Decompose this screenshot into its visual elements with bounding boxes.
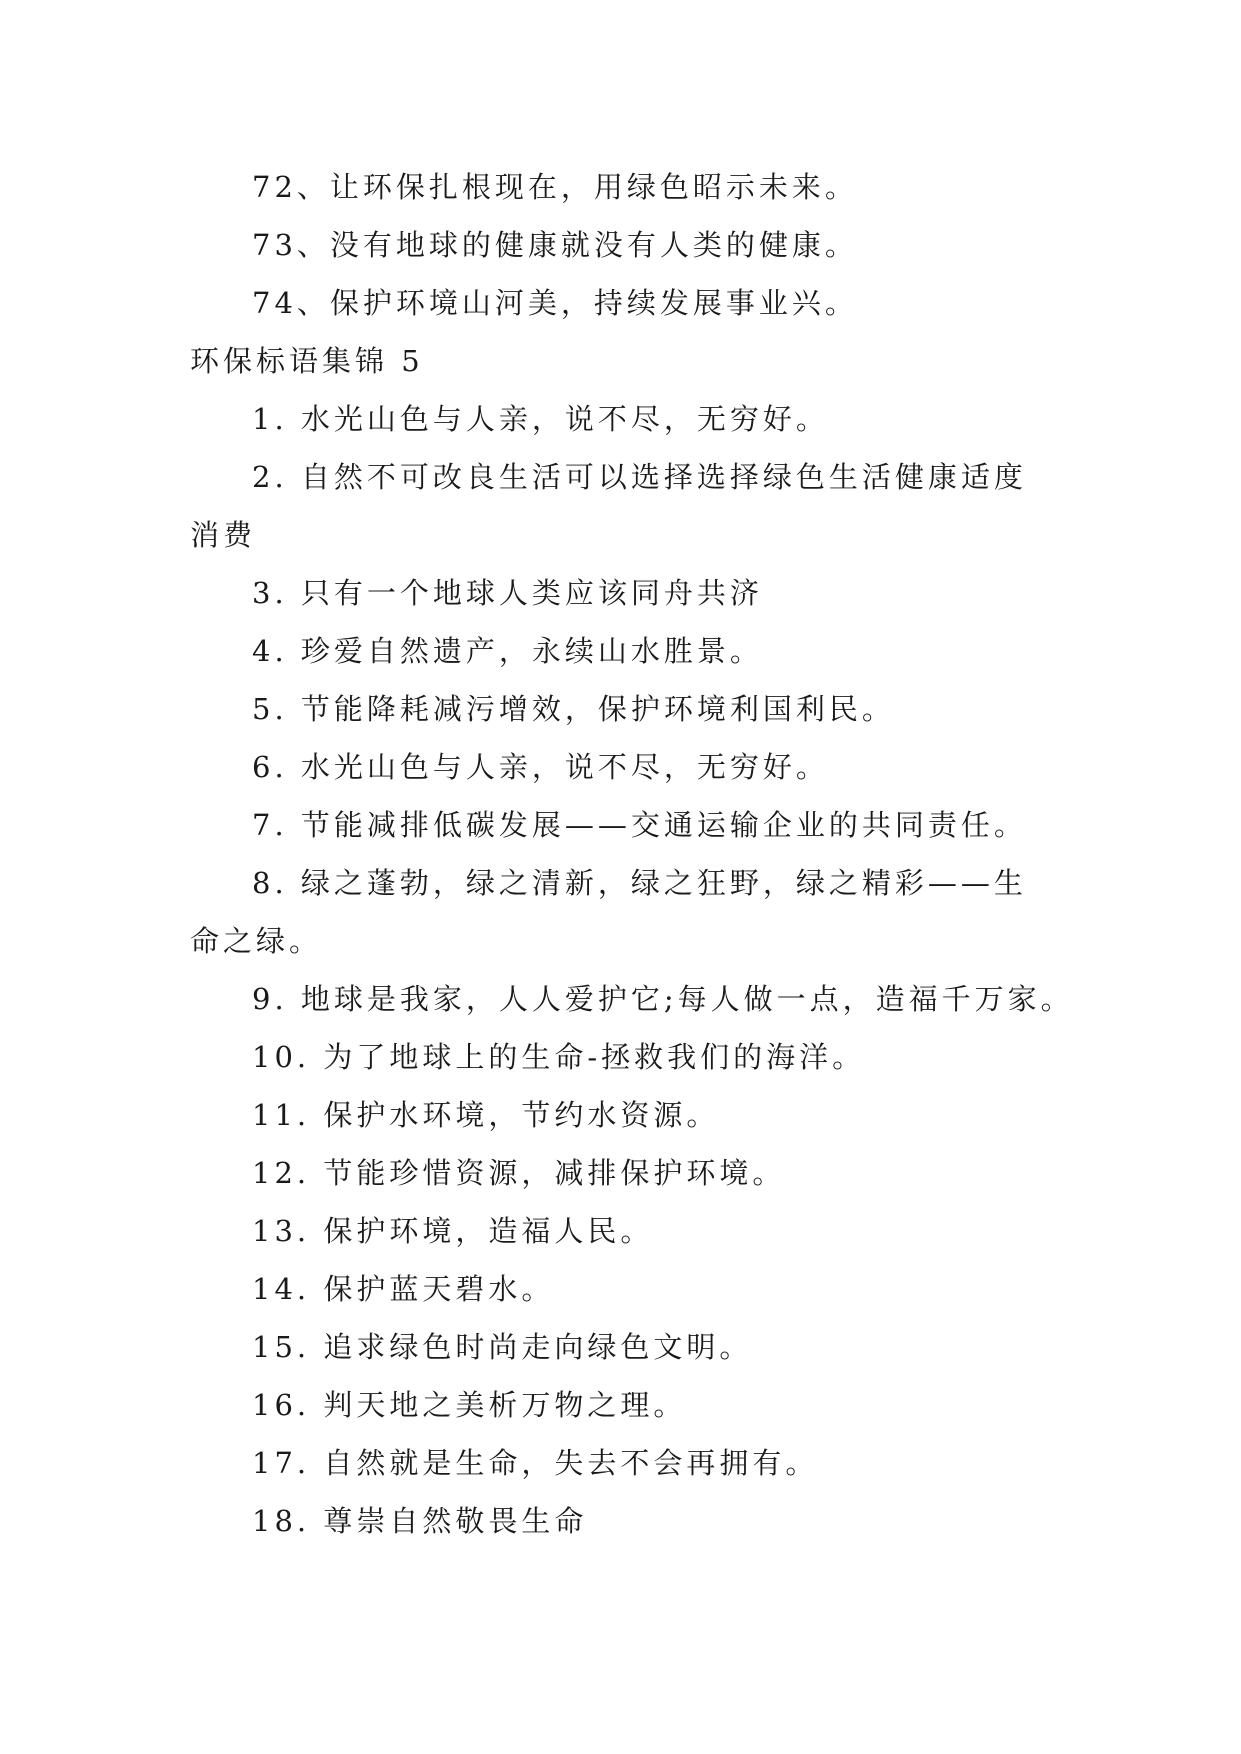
list-item: 7. 节能减排低碳发展——交通运输企业的共同责任。 [252, 808, 1027, 842]
list-item: 6. 水光山色与人亲，说不尽，无穷好。 [252, 750, 829, 784]
slogan-line: 73、没有地球的健康就没有人类的健康。 [252, 228, 858, 262]
list-item: 2. 自然不可改良生活可以选择选择绿色生活健康适度消费 [190, 460, 1027, 552]
list-item: 18. 尊崇自然敬畏生命 [252, 1504, 588, 1538]
list-item: 3. 只有一个地球人类应该同舟共济 [252, 576, 763, 610]
list-item: 12. 节能珍惜资源，减排保护环境。 [252, 1156, 786, 1190]
section-title: 环保标语集锦 5 [190, 344, 424, 378]
list-item: 1. 水光山色与人亲，说不尽，无穷好。 [252, 402, 829, 436]
document-body [190, 158, 1074, 1550]
list-item: 15. 追求绿色时尚走向绿色文明。 [252, 1330, 753, 1364]
list-item: 17. 自然就是生命，失去不会再拥有。 [252, 1446, 819, 1480]
list-item: 5. 节能降耗减污增效，保护环境利国利民。 [252, 692, 895, 726]
list-item: 4. 珍爱自然遗产，永续山水胜景。 [252, 634, 763, 668]
list-item: 13. 保护环境，造福人民。 [252, 1214, 654, 1248]
list-item: 14. 保护蓝天碧水。 [252, 1272, 555, 1306]
list-item: 11. 保护水环境，节约水资源。 [252, 1098, 720, 1132]
list-item: 8. 绿之蓬勃，绿之清新，绿之狂野，绿之精彩——生命之绿。 [190, 866, 1027, 958]
list-item: 9. 地球是我家，人人爱护它;每人做一点，造福千万家。 [252, 982, 1074, 1016]
list-item: 10. 为了地球上的生命-拯救我们的海洋。 [252, 1040, 866, 1074]
slogan-line: 72、让环保扎根现在，用绿色昭示未来。 [252, 170, 858, 204]
list-item: 16. 判天地之美析万物之理。 [252, 1388, 687, 1422]
slogan-line: 74、保护环境山河美，持续发展事业兴。 [252, 286, 858, 320]
